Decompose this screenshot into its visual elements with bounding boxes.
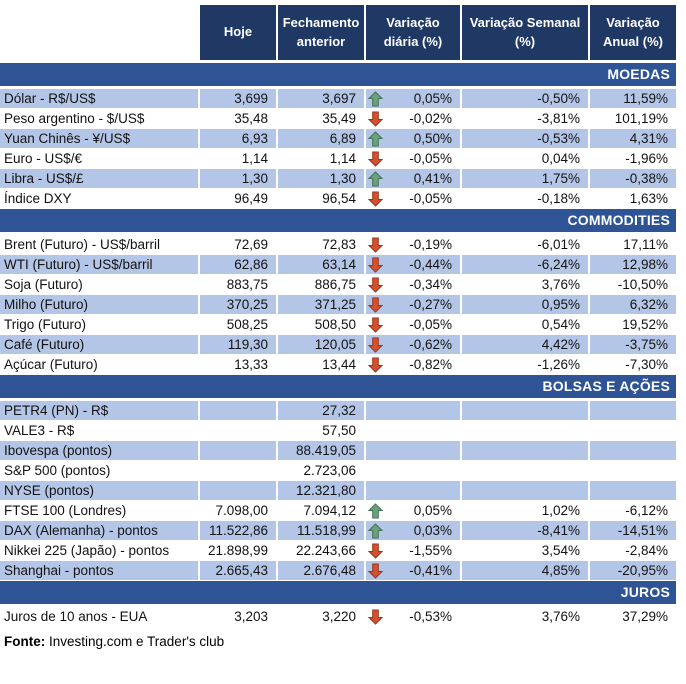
cell-hoje [200, 421, 278, 441]
cell-variacao-anual: -6,12% [590, 501, 676, 521]
variacao-diaria-value: -0,05% [409, 316, 452, 332]
column-header-variacao-diaria: Variação diária (%) [366, 5, 462, 63]
cell-hoje: 119,30 [200, 335, 278, 355]
down-arrow-icon [368, 337, 383, 353]
cell-variacao-semanal [462, 461, 590, 481]
cell-fechamento-anterior: 6,89 [278, 129, 366, 149]
variacao-diaria-value: -0,34% [409, 276, 452, 292]
cell-variacao-anual: 12,98% [590, 255, 676, 275]
cell-fechamento-anterior: 27,32 [278, 401, 366, 421]
cell-hoje: 7.098,00 [200, 501, 278, 521]
cell-asset-label: Trigo (Futuro) [0, 315, 200, 335]
column-header-fechamento-anterior: Fechamento anterior [278, 5, 366, 63]
cell-asset-label: Café (Futuro) [0, 335, 200, 355]
down-arrow-icon [368, 357, 383, 373]
down-arrow-icon [368, 257, 383, 273]
cell-variacao-anual [590, 481, 676, 501]
down-arrow-icon [368, 297, 383, 313]
table-row [0, 255, 676, 275]
up-arrow-icon [368, 91, 383, 107]
cell-variacao-anual: 17,11% [590, 235, 676, 255]
cell-variacao-semanal: 4,85% [462, 561, 590, 581]
cell-variacao-anual: -1,96% [590, 149, 676, 169]
cell-fechamento-anterior: 1,14 [278, 149, 366, 169]
cell-variacao-anual [590, 461, 676, 481]
cell-asset-label: WTI (Futuro) - US$/barril [0, 255, 200, 275]
cell-hoje: 1,30 [200, 169, 278, 189]
section-title: MOEDAS [0, 63, 676, 89]
table-row [0, 109, 676, 129]
cell-variacao-semanal [462, 481, 590, 501]
cell-variacao-semanal: 1,75% [462, 169, 590, 189]
cell-variacao-diaria [366, 169, 462, 189]
cell-variacao-anual [590, 421, 676, 441]
cell-fechamento-anterior: 2.676,48 [278, 561, 366, 581]
cell-asset-label: Peso argentino - $/US$ [0, 109, 200, 129]
column-header-hoje: Hoje [200, 5, 278, 63]
cell-hoje [200, 481, 278, 501]
variacao-diaria-value: 0,05% [413, 90, 452, 106]
cell-variacao-anual: -10,50% [590, 275, 676, 295]
cell-variacao-diaria [366, 275, 462, 295]
variacao-diaria-value: 0,05% [413, 502, 452, 518]
cell-variacao-diaria [366, 441, 462, 461]
cell-variacao-anual: 4,31% [590, 129, 676, 149]
cell-asset-label: Yuan Chinês - ¥/US$ [0, 129, 200, 149]
corner-cell [0, 5, 200, 63]
table-row [0, 149, 676, 169]
cell-variacao-semanal [462, 421, 590, 441]
cell-variacao-diaria [366, 421, 462, 441]
variacao-diaria-value: 0,41% [413, 170, 452, 186]
cell-variacao-semanal: -3,81% [462, 109, 590, 129]
cell-fechamento-anterior: 35,49 [278, 109, 366, 129]
cell-variacao-semanal: 1,02% [462, 501, 590, 521]
table-row [0, 335, 676, 355]
cell-variacao-semanal: 4,42% [462, 335, 590, 355]
cell-variacao-diaria [366, 189, 462, 209]
cell-fechamento-anterior: 3,220 [278, 607, 366, 627]
column-header-variacao-semanal: Variação Semanal (%) [462, 5, 590, 63]
section-header-row [0, 375, 676, 401]
cell-variacao-anual: 11,59% [590, 89, 676, 109]
cell-variacao-semanal: -6,01% [462, 235, 590, 255]
cell-asset-label: FTSE 100 (Londres) [0, 501, 200, 521]
section-title: JUROS [0, 581, 676, 607]
down-arrow-icon [368, 151, 383, 167]
table-row [0, 129, 676, 149]
variacao-diaria-value: 0,50% [413, 130, 452, 146]
cell-asset-label: PETR4 (PN) - R$ [0, 401, 200, 421]
cell-fechamento-anterior: 7.094,12 [278, 501, 366, 521]
cell-variacao-diaria [366, 541, 462, 561]
table-row [0, 541, 676, 561]
column-header-variacao-anual: Variação Anual (%) [590, 5, 676, 63]
cell-fechamento-anterior: 120,05 [278, 335, 366, 355]
cell-variacao-anual: -7,30% [590, 355, 676, 375]
up-arrow-icon [368, 131, 383, 147]
cell-hoje: 1,14 [200, 149, 278, 169]
market-report [0, 5, 676, 649]
cell-hoje [200, 441, 278, 461]
cell-hoje: 21.898,99 [200, 541, 278, 561]
cell-asset-label: Libra - US$/£ [0, 169, 200, 189]
section-header-row [0, 63, 676, 89]
table-row [0, 461, 676, 481]
cell-variacao-semanal: 3,76% [462, 275, 590, 295]
down-arrow-icon [368, 609, 383, 625]
table-row [0, 355, 676, 375]
cell-variacao-diaria [366, 255, 462, 275]
cell-fechamento-anterior: 63,14 [278, 255, 366, 275]
cell-variacao-anual: -0,38% [590, 169, 676, 189]
table-row [0, 315, 676, 335]
cell-asset-label: Ibovespa (pontos) [0, 441, 200, 461]
table-row [0, 235, 676, 255]
table-row [0, 275, 676, 295]
cell-variacao-diaria [366, 481, 462, 501]
cell-variacao-anual: -2,84% [590, 541, 676, 561]
cell-variacao-diaria [366, 149, 462, 169]
cell-variacao-semanal: -6,24% [462, 255, 590, 275]
cell-asset-label: Euro - US$/€ [0, 149, 200, 169]
down-arrow-icon [368, 237, 383, 253]
cell-hoje: 62,86 [200, 255, 278, 275]
table-row [0, 561, 676, 581]
variacao-diaria-value: -0,82% [409, 356, 452, 372]
cell-fechamento-anterior: 22.243,66 [278, 541, 366, 561]
cell-fechamento-anterior: 88.419,05 [278, 441, 366, 461]
cell-hoje: 96,49 [200, 189, 278, 209]
cell-hoje: 2.665,43 [200, 561, 278, 581]
cell-hoje: 370,25 [200, 295, 278, 315]
cell-asset-label: Brent (Futuro) - US$/barril [0, 235, 200, 255]
cell-fechamento-anterior: 1,30 [278, 169, 366, 189]
variacao-diaria-value: -0,62% [409, 336, 452, 352]
table-row [0, 421, 676, 441]
cell-variacao-semanal: 0,95% [462, 295, 590, 315]
table-row [0, 189, 676, 209]
cell-variacao-diaria [366, 501, 462, 521]
cell-hoje: 13,33 [200, 355, 278, 375]
up-arrow-icon [368, 503, 383, 519]
up-arrow-icon [368, 523, 383, 539]
cell-variacao-diaria [366, 295, 462, 315]
variacao-diaria-value: -0,53% [409, 608, 452, 624]
table-row [0, 607, 676, 627]
down-arrow-icon [368, 563, 383, 579]
cell-variacao-anual: -3,75% [590, 335, 676, 355]
variacao-diaria-value: -0,27% [409, 296, 452, 312]
cell-variacao-semanal: -1,26% [462, 355, 590, 375]
variacao-diaria-value: -1,55% [409, 542, 452, 558]
cell-hoje: 72,69 [200, 235, 278, 255]
cell-fechamento-anterior: 508,50 [278, 315, 366, 335]
cell-variacao-semanal: -0,53% [462, 129, 590, 149]
table-row [0, 169, 676, 189]
header-row [0, 5, 676, 63]
cell-variacao-diaria [366, 561, 462, 581]
down-arrow-icon [368, 277, 383, 293]
cell-variacao-semanal: 3,54% [462, 541, 590, 561]
cell-variacao-semanal: 0,54% [462, 315, 590, 335]
cell-variacao-semanal [462, 401, 590, 421]
market-table [0, 5, 676, 627]
cell-hoje: 3,203 [200, 607, 278, 627]
cell-variacao-anual: 6,32% [590, 295, 676, 315]
variacao-diaria-value: -0,02% [409, 110, 452, 126]
cell-asset-label: Nikkei 225 (Japão) - pontos [0, 541, 200, 561]
cell-variacao-semanal: 0,04% [462, 149, 590, 169]
cell-variacao-anual: -20,95% [590, 561, 676, 581]
section-header-row [0, 209, 676, 235]
cell-asset-label: Dólar - R$/US$ [0, 89, 200, 109]
cell-variacao-anual: 101,19% [590, 109, 676, 129]
cell-variacao-diaria [366, 89, 462, 109]
section-header-row [0, 581, 676, 607]
cell-variacao-semanal: -8,41% [462, 521, 590, 541]
cell-variacao-diaria [366, 401, 462, 421]
cell-fechamento-anterior: 2.723,06 [278, 461, 366, 481]
cell-asset-label: Açúcar (Futuro) [0, 355, 200, 375]
cell-variacao-anual: 19,52% [590, 315, 676, 335]
cell-variacao-diaria [366, 607, 462, 627]
variacao-diaria-value: 0,03% [413, 522, 452, 538]
table-row [0, 521, 676, 541]
cell-hoje: 35,48 [200, 109, 278, 129]
cell-hoje: 3,699 [200, 89, 278, 109]
section-title: BOLSAS E AÇÕES [0, 375, 676, 401]
down-arrow-icon [368, 317, 383, 333]
cell-variacao-anual: 1,63% [590, 189, 676, 209]
cell-variacao-diaria [366, 355, 462, 375]
cell-fechamento-anterior: 57,50 [278, 421, 366, 441]
cell-asset-label: Milho (Futuro) [0, 295, 200, 315]
cell-variacao-semanal: -0,18% [462, 189, 590, 209]
cell-variacao-diaria [366, 235, 462, 255]
table-row [0, 401, 676, 421]
cell-variacao-anual: -14,51% [590, 521, 676, 541]
cell-variacao-semanal: 3,76% [462, 607, 590, 627]
cell-hoje [200, 401, 278, 421]
down-arrow-icon [368, 111, 383, 127]
cell-asset-label: VALE3 - R$ [0, 421, 200, 441]
table-row [0, 295, 676, 315]
up-arrow-icon [368, 171, 383, 187]
variacao-diaria-value: -0,41% [409, 562, 452, 578]
cell-hoje: 6,93 [200, 129, 278, 149]
cell-fechamento-anterior: 13,44 [278, 355, 366, 375]
cell-hoje: 508,25 [200, 315, 278, 335]
source-text: Investing.com e Trader's club [45, 634, 225, 649]
table-row [0, 501, 676, 521]
cell-fechamento-anterior: 12.321,80 [278, 481, 366, 501]
cell-variacao-diaria [366, 461, 462, 481]
cell-asset-label: S&P 500 (pontos) [0, 461, 200, 481]
variacao-diaria-value: -0,44% [409, 256, 452, 272]
cell-fechamento-anterior: 3,697 [278, 89, 366, 109]
cell-variacao-anual [590, 441, 676, 461]
cell-hoje [200, 461, 278, 481]
source-label: Fonte: [4, 634, 46, 649]
cell-variacao-semanal [462, 441, 590, 461]
cell-fechamento-anterior: 11.518,99 [278, 521, 366, 541]
cell-variacao-anual: 37,29% [590, 607, 676, 627]
cell-variacao-diaria [366, 129, 462, 149]
cell-variacao-diaria [366, 109, 462, 129]
section-title: COMMODITIES [0, 209, 676, 235]
cell-variacao-semanal: -0,50% [462, 89, 590, 109]
cell-asset-label: Índice DXY [0, 189, 200, 209]
cell-variacao-diaria [366, 335, 462, 355]
table-row [0, 89, 676, 109]
down-arrow-icon [368, 191, 383, 207]
source-note [4, 634, 676, 649]
table-row [0, 441, 676, 461]
cell-fechamento-anterior: 886,75 [278, 275, 366, 295]
cell-fechamento-anterior: 72,83 [278, 235, 366, 255]
cell-variacao-anual [590, 401, 676, 421]
cell-variacao-diaria [366, 521, 462, 541]
cell-hoje: 883,75 [200, 275, 278, 295]
variacao-diaria-value: -0,05% [409, 150, 452, 166]
cell-asset-label: Soja (Futuro) [0, 275, 200, 295]
cell-variacao-diaria [366, 315, 462, 335]
table-row [0, 481, 676, 501]
cell-fechamento-anterior: 96,54 [278, 189, 366, 209]
down-arrow-icon [368, 543, 383, 559]
cell-fechamento-anterior: 371,25 [278, 295, 366, 315]
cell-asset-label: DAX (Alemanha) - pontos [0, 521, 200, 541]
cell-hoje: 11.522,86 [200, 521, 278, 541]
cell-asset-label: Juros de 10 anos - EUA [0, 607, 200, 627]
cell-asset-label: NYSE (pontos) [0, 481, 200, 501]
variacao-diaria-value: -0,05% [409, 190, 452, 206]
cell-asset-label: Shanghai - pontos [0, 561, 200, 581]
variacao-diaria-value: -0,19% [409, 236, 452, 252]
